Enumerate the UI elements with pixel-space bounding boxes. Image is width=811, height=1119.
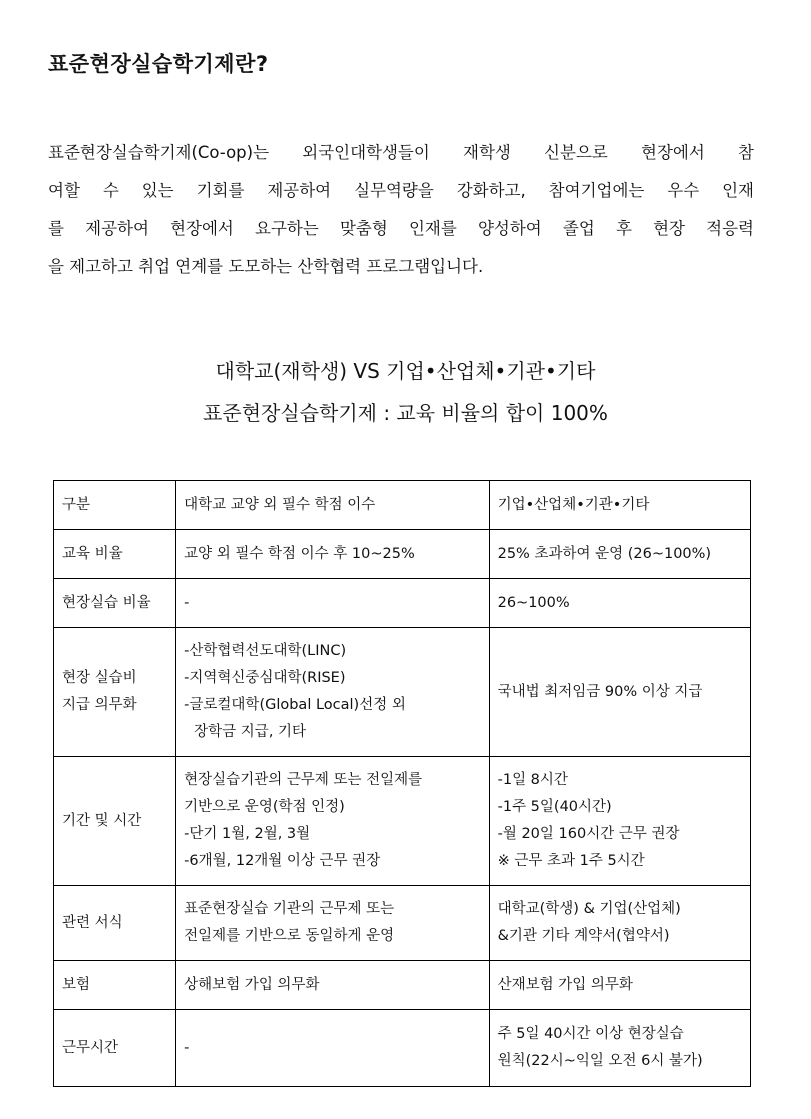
table-row-education-ratio	[54, 530, 751, 579]
company-cell: 26~100%	[489, 579, 750, 628]
intro-line: 을 제고하고 취업 연계를 도모하는 산학협력 프로그램입니다.	[48, 257, 484, 276]
intro-line: 를 제공하여 현장에서 요구하는 맞춤형 인재를 양성하여 졸업 후 현장 적응력	[48, 219, 754, 238]
cell-line: 현장실습기관의 근무제 또는 전일제를	[184, 772, 423, 788]
company-cell: 25% 초과하여 운영 (26~100%)	[489, 530, 750, 579]
row-label	[54, 628, 176, 757]
row-label-line: 현장 실습비	[62, 670, 137, 686]
university-cell: -	[176, 579, 489, 628]
cell-line: -지역혁신중심대학(RISE)	[184, 670, 346, 686]
cell-line: -월 20일 160시간 근무 권장	[497, 826, 680, 842]
company-cell	[489, 1010, 750, 1087]
university-cell	[176, 886, 489, 961]
table-row-insurance	[54, 961, 751, 1010]
cell-line: &기관 기타 계약서(협약서)	[497, 928, 670, 944]
ratio-heading: 표준현장실습학기제 : 교육 비율의 합이 100%	[203, 401, 608, 425]
company-cell: 산재보험 가입 의무화	[489, 961, 750, 1010]
cell-line: -1주 5일(40시간)	[497, 799, 612, 815]
university-cell: 상해보험 가입 의무화	[176, 961, 489, 1010]
page-title: 표준현장실습학기제란?	[48, 52, 269, 76]
cell-line: ※ 근무 초과 1주 5시간	[497, 853, 645, 869]
row-label: 보험	[54, 961, 176, 1010]
university-cell	[176, 757, 489, 886]
row-label: 관련 서식	[54, 886, 176, 961]
company-cell	[489, 886, 750, 961]
comparison-heading: 대학교(재학생) VS 기업•산업체•기관•기타	[215, 359, 596, 383]
cell-line: -산학협력선도대학(LINC)	[184, 643, 347, 659]
cell-line: 기반으로 운영(학점 인정)	[184, 799, 345, 815]
cell-line: -6개월, 12개월 이상 근무 권장	[184, 853, 381, 869]
company-cell: 국내법 최저임금 90% 이상 지급	[489, 628, 750, 757]
row-label: 교육 비율	[54, 530, 176, 579]
cell-line: 대학교(학생) & 기업(산업체)	[497, 901, 681, 917]
university-cell: -	[176, 1010, 489, 1087]
cell-line: 장학금 지급, 기타	[194, 724, 307, 740]
cell-line: -단기 1월, 2월, 3월	[184, 826, 311, 842]
cell-line: 표준현장실습 기관의 근무제 또는	[184, 901, 395, 917]
cell-line: 전일제를 기반으로 동일하게 운영	[184, 928, 395, 944]
university-cell	[176, 628, 489, 757]
university-cell: 교양 외 필수 학점 이수 후 10~25%	[176, 530, 489, 579]
header-category: 구분	[54, 481, 176, 530]
table-row-work-hours	[54, 1010, 751, 1087]
table-row-practice-ratio	[54, 579, 751, 628]
intro-paragraph	[48, 134, 754, 286]
table-row-practice-pay	[54, 628, 751, 757]
header-company: 기업•산업체•기관•기타	[489, 481, 750, 530]
row-label: 기간 및 시간	[54, 757, 176, 886]
row-label-line: 지급 의무화	[62, 697, 137, 713]
table-header-row	[54, 481, 751, 530]
intro-line: 표준현장실습학기제(Co-op)는 외국인대학생들이 재학생 신분으로 현장에서 참	[48, 143, 754, 162]
intro-line: 여할 수 있는 기회를 제공하여 실무역량을 강화하고, 참여기업에는 우수 인재	[48, 181, 754, 200]
cell-line: -1일 8시간	[497, 772, 568, 788]
row-label: 현장실습 비율	[54, 579, 176, 628]
header-university: 대학교 교양 외 필수 학점 이수	[176, 481, 489, 530]
table-row-period	[54, 757, 751, 886]
cell-line: -글로컬대학(Global Local)선정 외	[184, 697, 406, 713]
cell-line: 원칙(22시~익일 오전 6시 불가)	[497, 1053, 703, 1069]
row-label: 근무시간	[54, 1010, 176, 1087]
company-cell	[489, 757, 750, 886]
comparison-table	[53, 480, 751, 1087]
cell-line: 주 5일 40시간 이상 현장실습	[497, 1026, 684, 1042]
table-row-related-forms	[54, 886, 751, 961]
